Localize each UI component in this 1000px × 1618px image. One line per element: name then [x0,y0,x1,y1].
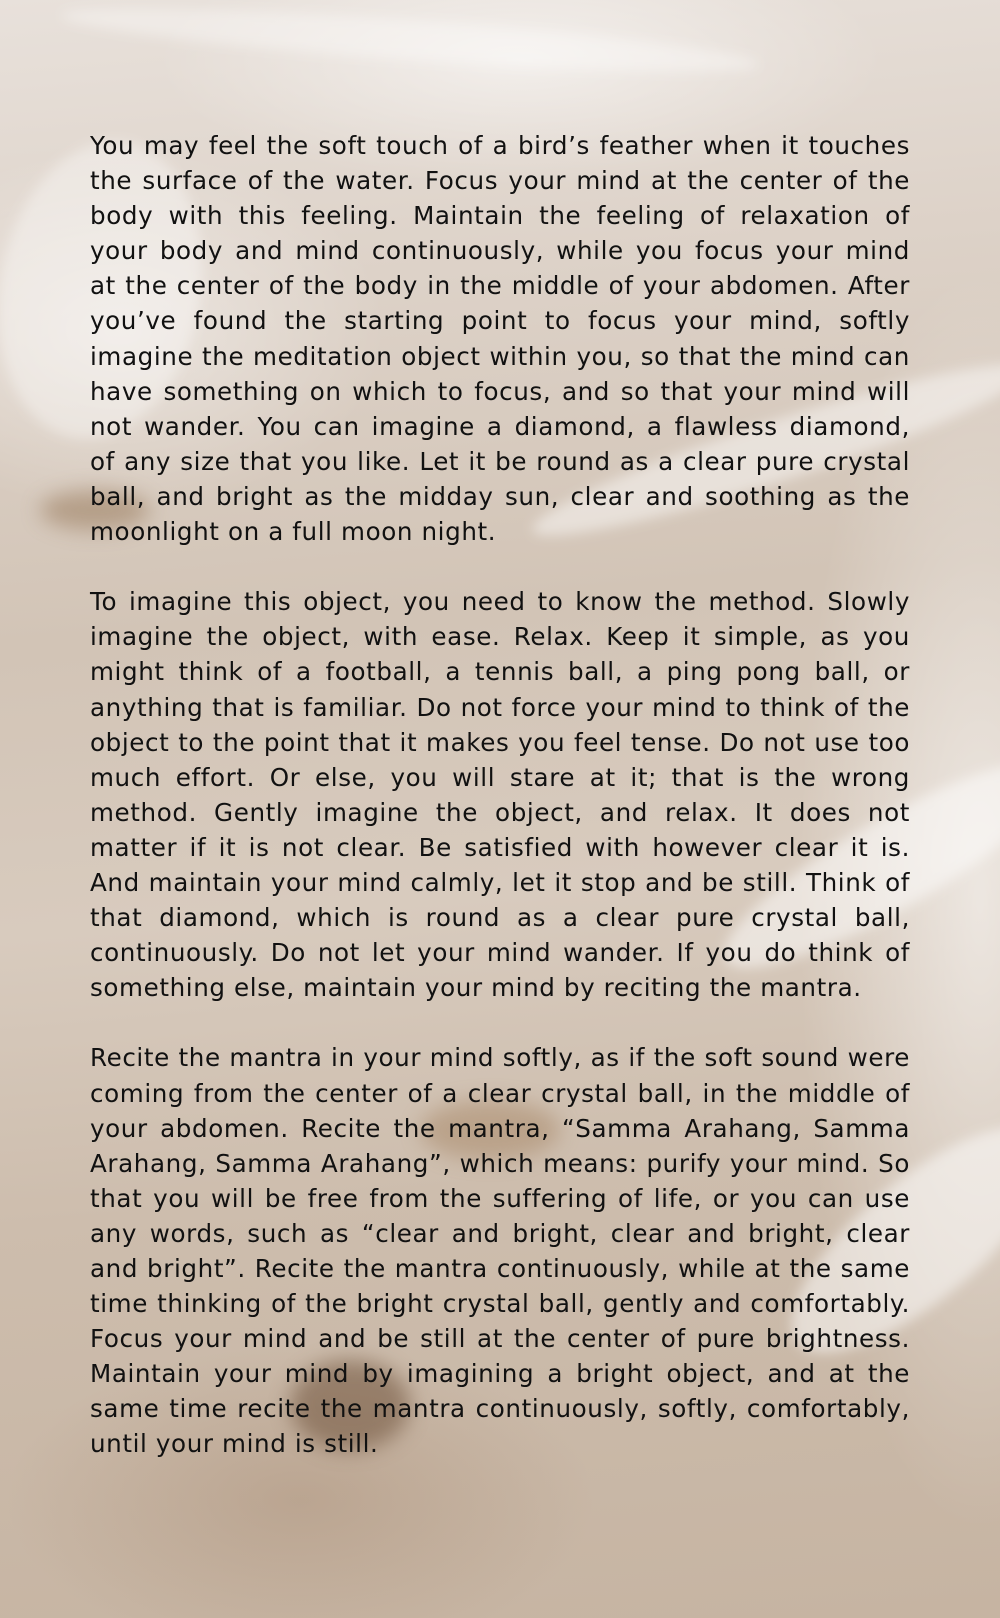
body-text [90,128,910,1497]
paragraph-1: You may feel the soft touch of a bird’s feather when it touches the surface of the water. Focus your mind at the center of the body with this feeling. Maintain the feeling of relaxation of your body and mind continuously, while you focus your mind at the center of the body in the middle of your abdomen. After you’ve found the starting point to focus your mind, softly imagine the meditation object within you, so that the mind can have something on which to focus, and so that your mind will not wander. You can imagine a diamond, a flawless diamond, of any size that you like. Let it be round as a clear pure crystal ball, and bright as the midday sun, clear and soothing as the moonlight on a full moon night. [90,131,910,547]
paragraph-3: Recite the mantra in your mind softly, as if the soft sound were coming from the center of a clear crystal ball, in the middle of your abdomen. Recite the mantra, “Samma Arahang, Samma Arahang, Samma Arahang”, which means: purify your mind. So that you will be free from the suffering of life, or you can use any words, such as “clear and bright, clear and bright, clear and bright”. Recite the mantra continuously, while at the same time thinking of the bright crystal ball, gently and comfortably. Focus your mind and be still at the center of pure brightness. Maintain your mind by imagining a bright object, and at the same time recite the mantra continuously, softly, comfortably, until your mind is still. [90,1043,910,1459]
wave-streak [59,0,760,84]
paragraph-2: To imagine this object, you need to know the method. Slowly imagine the object, with ease. Relax. Keep it simple, as you might think of a football, a tennis ball, a ping pong ball, or anything that is familiar. Do not force your mind to think of the object to the point that it makes you feel tense. Do not use too much effort. Or else, you will stare at it; that is the wrong method. Gently imagine the object, and relax. It does not matter if it is not clear. Be satisfied with however clear it is. And maintain your mind calmly, let it stop and be still. Think of that diamond, which is round as a clear pure crystal ball, continuously. Do not let your mind wander. If you do think of something else, maintain your mind by reciting the mantra. [90,587,910,1003]
